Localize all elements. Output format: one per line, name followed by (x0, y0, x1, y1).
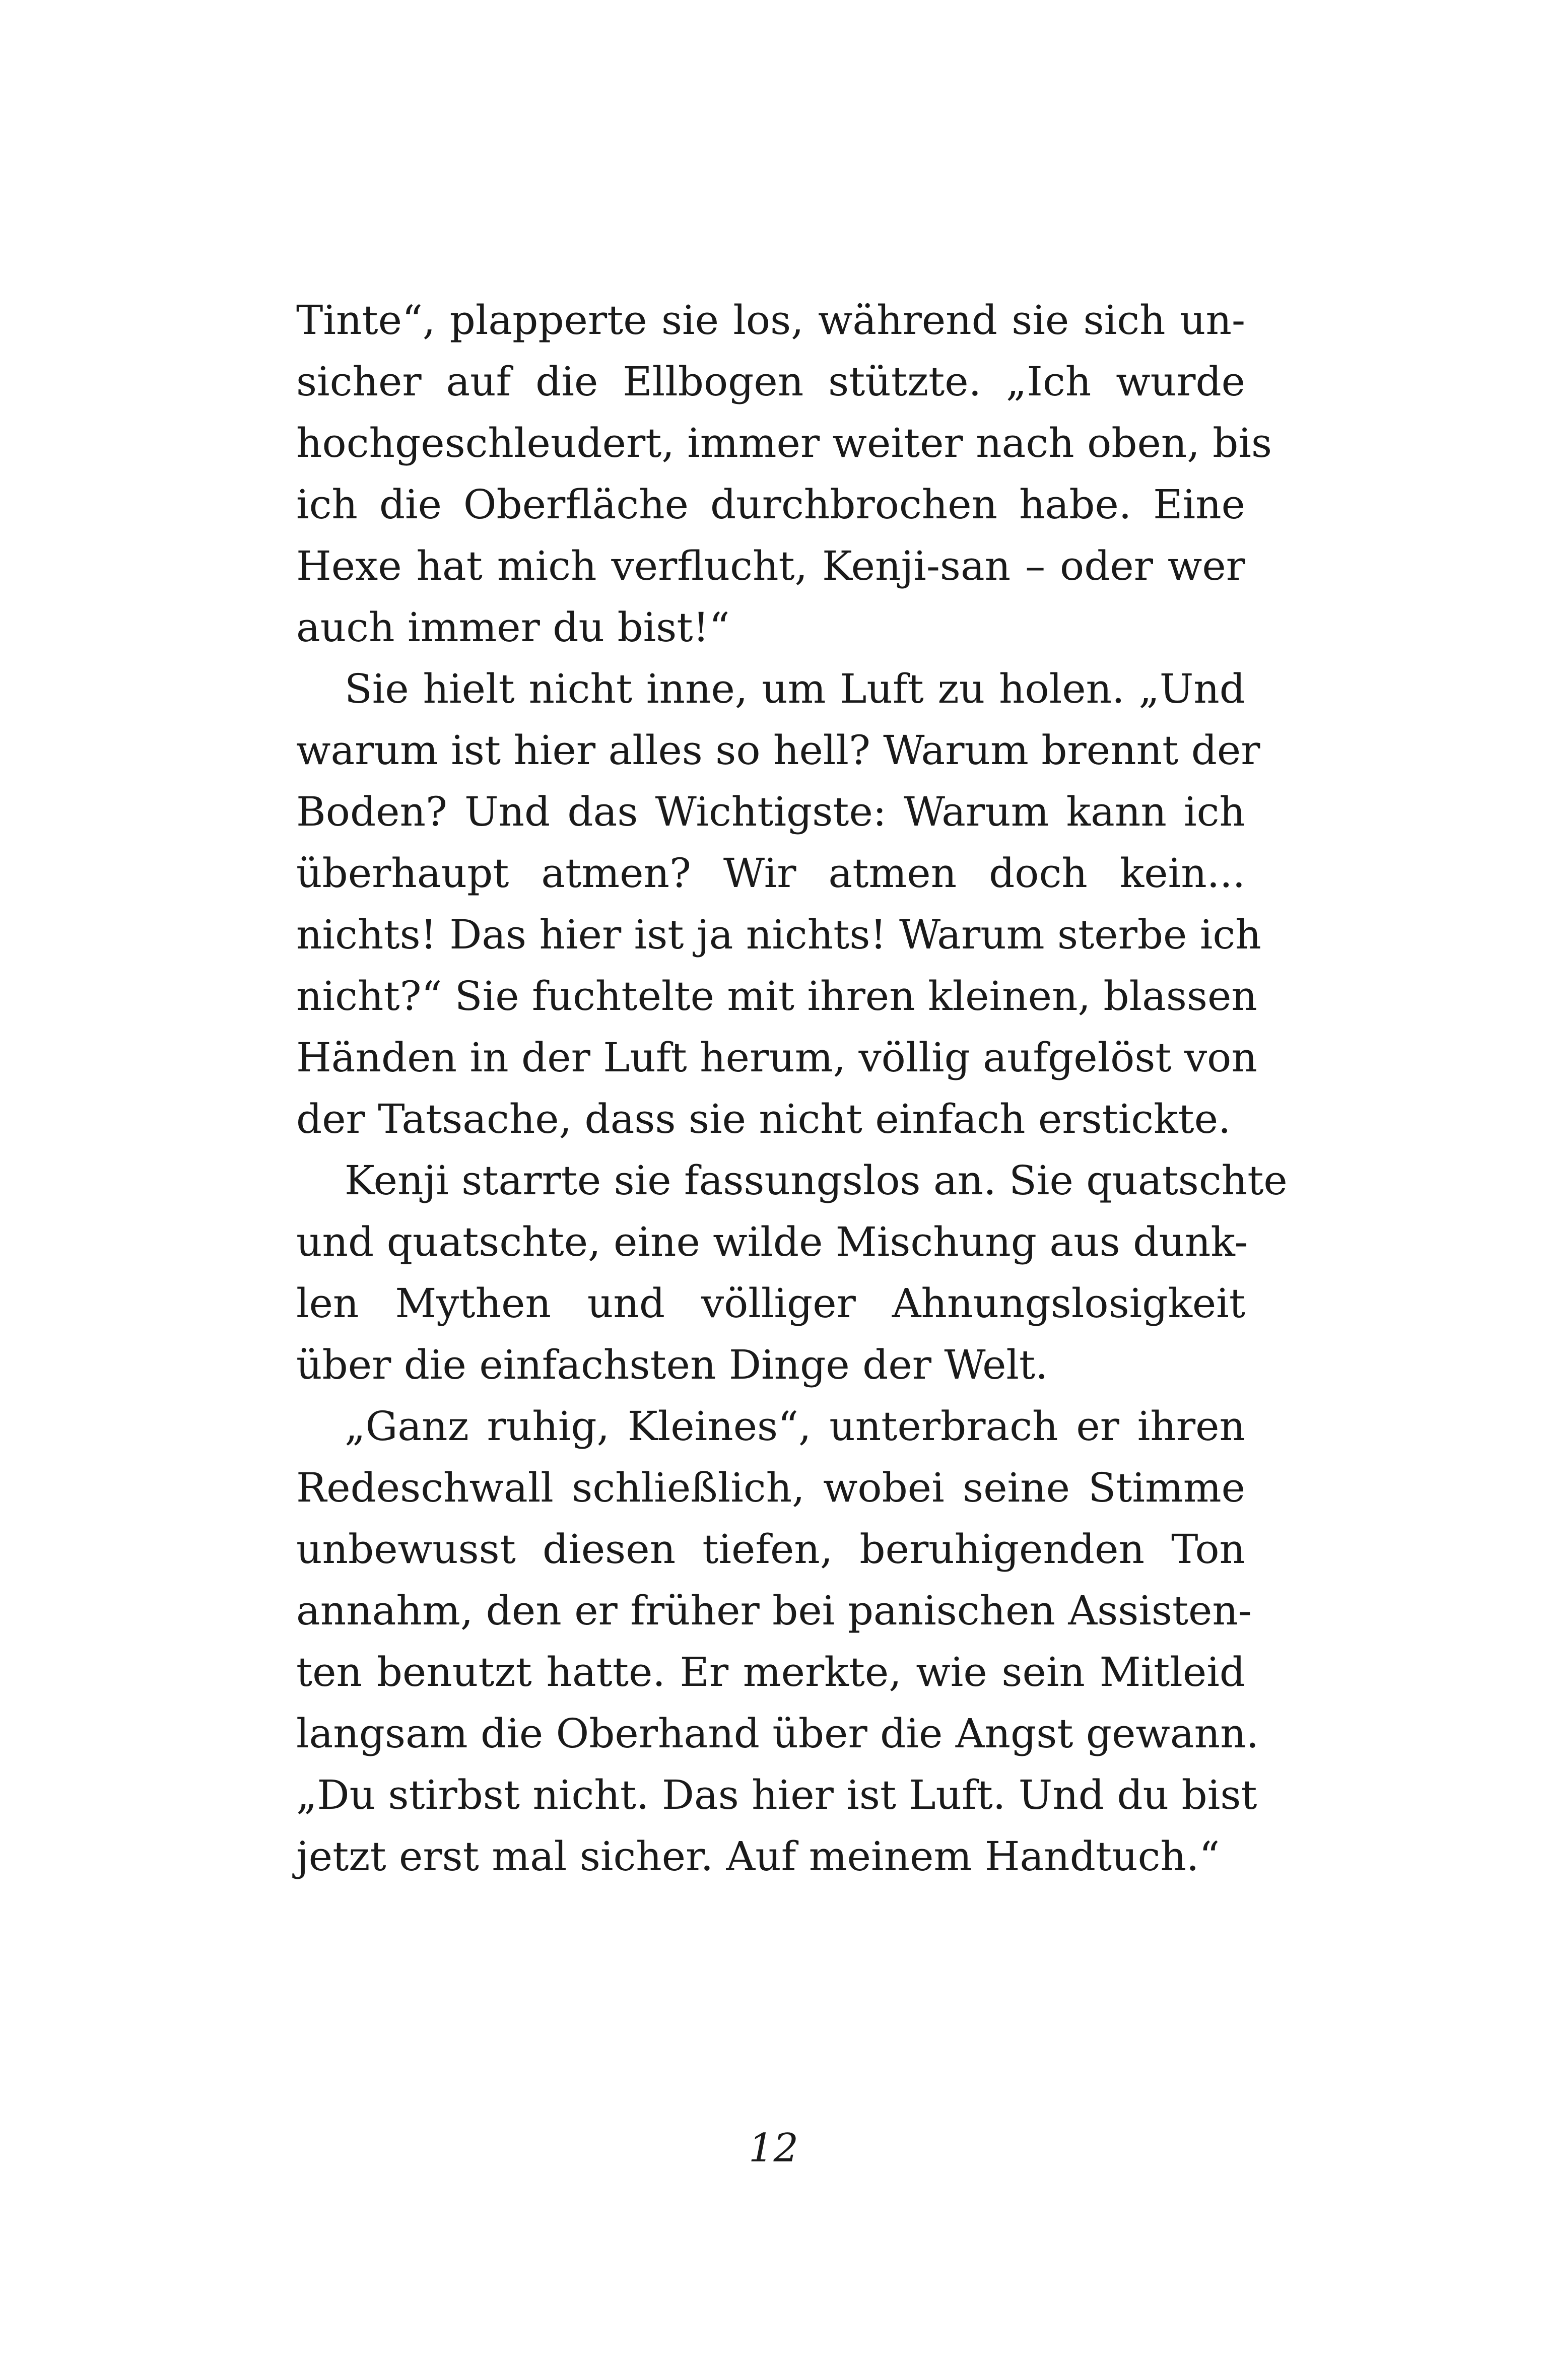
text-line: auch immer du bist!“ (296, 604, 730, 651)
text-line: sicher auf die Ellbogen stützte. „Ich wurde (296, 358, 1245, 405)
text-line: Redeschwall schließlich, wobei seine Stimme (296, 1464, 1245, 1511)
text-line: hochgeschleudert, immer weiter nach oben, bis (296, 420, 1272, 466)
text-line: über die einfachsten Dinge der Welt. (296, 1341, 1048, 1388)
paragraph-3 (296, 1150, 1288, 1396)
text-line: Hexe hat mich verflucht, Kenji-san – oder wer (296, 542, 1245, 589)
text-line: annahm, den er früher bei panischen Assisten- (296, 1587, 1252, 1634)
paragraph-1 (296, 290, 1272, 658)
text-line: unbewusst diesen tiefen, beruhigenden Ton (296, 1526, 1245, 1573)
paragraph-4 (296, 1396, 1259, 1887)
text-line: len Mythen und völliger Ahnungslosigkeit (296, 1280, 1245, 1327)
page-number: 12 (748, 2126, 799, 2171)
paragraph-2 (296, 658, 1261, 1150)
text-line: warum ist hier alles so hell? Warum brennt der (296, 727, 1260, 774)
text-line: Boden? Und das Wichtigste: Warum kann ich (296, 788, 1245, 835)
text-line: Händen in der Luft herum, völlig aufgelöst von (296, 1034, 1257, 1081)
text-line: ich die Oberfläche durchbrochen habe. Eine (296, 481, 1245, 528)
text-line: überhaupt atmen? Wir atmen doch kein... (296, 850, 1245, 897)
text-line: Kenji starrte sie fassungslos an. Sie quatschte (345, 1157, 1288, 1204)
text-line: und quatschte, eine wilde Mischung aus dunk- (296, 1218, 1248, 1265)
text-line: nicht?“ Sie fuchtelte mit ihren kleinen, blassen (296, 973, 1257, 1019)
text-line: „Du stirbst nicht. Das hier ist Luft. Und du bist (296, 1772, 1257, 1818)
body-text (296, 290, 1288, 1887)
text-line: ten benutzt hatte. Er merkte, wie sein Mitleid (296, 1649, 1245, 1695)
text-line: Sie hielt nicht inne, um Luft zu holen. „Und (345, 665, 1245, 712)
text-line: nichts! Das hier ist ja nichts! Warum sterbe ich (296, 911, 1261, 958)
text-line: langsam die Oberhand über die Angst gewann. (296, 1710, 1259, 1757)
text-line: jetzt erst mal sicher. Auf meinem Handtuch.“ (296, 1833, 1220, 1880)
text-line: der Tatsache, dass sie nicht einfach erstickte. (296, 1096, 1231, 1142)
text-line: „Ganz ruhig, Kleines“, unterbrach er ihren (345, 1403, 1245, 1450)
text-line: Tinte“, plapperte sie los, während sie sich un- (296, 297, 1245, 344)
